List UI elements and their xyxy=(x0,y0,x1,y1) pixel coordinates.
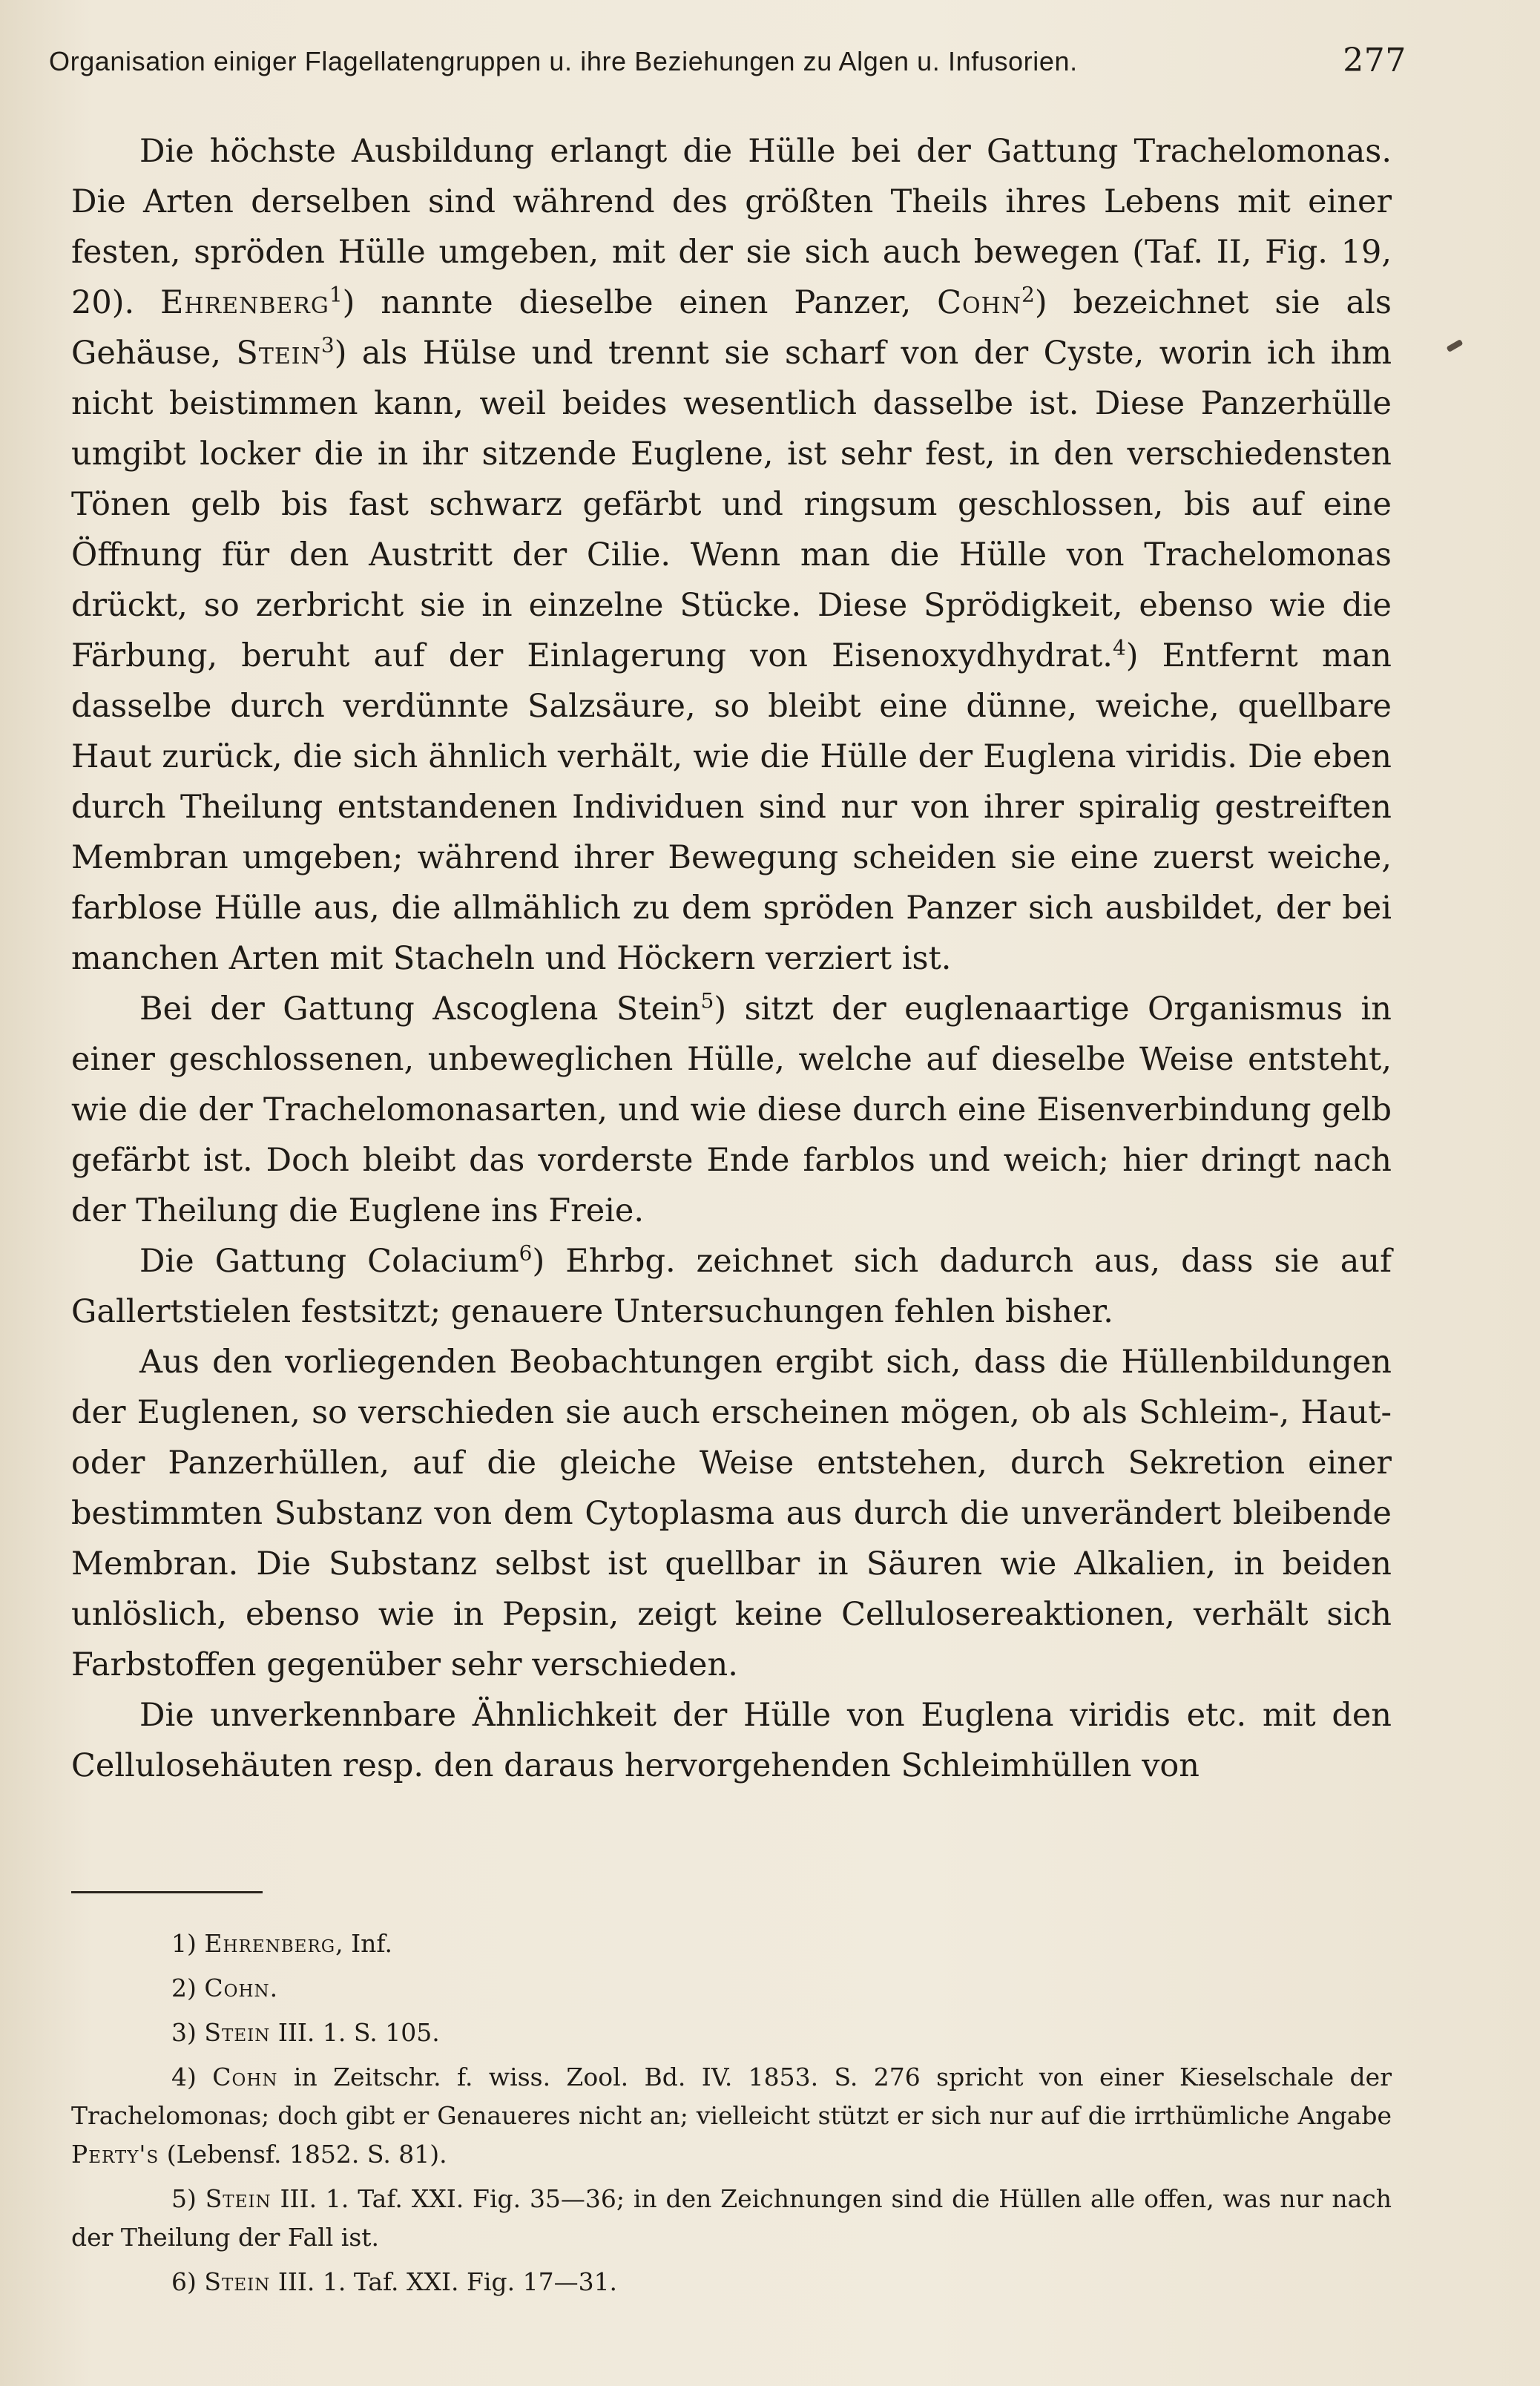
footnote-ref: 3 xyxy=(320,332,335,358)
author-name: Stein xyxy=(204,2018,271,2047)
text-run: Aus den vorliegenden Beobachtungen ergibt sich, dass die Hüllenbildungen der Euglenen, so verschieden sie auch erscheinen mögen, ob als Schleim-, Haut- oder Panzerhüllen, auf die gleiche Weise entstehen, durch Sekretion einer bestimmten Substanz von dem Cytoplasma aus durch die unverändert bleibende Membran. Die Substanz selbst ist quellbar in Säuren wie Alkalien, in beiden unlöslich, ebenso wie in Pepsin, zeigt keine Cellulosereaktionen, verhält sich Farbstoffen gegenüber sehr verschieden. xyxy=(71,1344,1392,1683)
text-run: III. 1. Taf. XXI. Fig. 35—36; in den Zeichnungen sind die Hüllen alle offen, was nur nach der Theilung der Fall ist. xyxy=(71,2184,1392,2252)
text-run: in Zeitschr. f. wiss. Zool. Bd. IV. 1853. S. 276 spricht von einer Kieselschale der Trachelomonas; doch gibt er Genaueres nicht an; vielleicht stützt er sich nur auf die irrthümliche Angabe xyxy=(71,2063,1392,2130)
text-run: Die unverkennbare Ähnlichkeit der Hülle von Euglena viridis etc. mit den Cellulosehäuten resp. den daraus hervorgehenden Schleimhüllen von xyxy=(71,1697,1392,1784)
page-number: 277 xyxy=(1343,42,1406,79)
paragraph xyxy=(71,1236,1392,1337)
main-text xyxy=(71,126,1392,1791)
author-name: Ehrenberg xyxy=(204,1929,336,1958)
footnote-rule xyxy=(71,1891,263,1893)
author-name: Cohn xyxy=(937,284,1022,321)
text-run: Die Gattung Colacium xyxy=(139,1243,519,1280)
footnote-number: 6) xyxy=(171,2267,205,2296)
footnote-ref: 1 xyxy=(329,282,343,307)
paragraph xyxy=(71,1690,1392,1791)
text-run: (Lebensf. 1852. S. 81). xyxy=(159,2140,447,2169)
footnotes xyxy=(71,1925,1392,2307)
text-run: ) bezeichnet sie als Gehäuse, xyxy=(71,284,1392,372)
text-run: Bei der Gattung Ascoglena Stein xyxy=(139,990,701,1028)
pencil-mark xyxy=(1446,339,1463,352)
text-run: ) Ehrbg. zeichnet sich dadurch aus, dass sie auf Gallertstielen festsitzt; genauere Untersuchungen fehlen bisher. xyxy=(71,1243,1392,1330)
footnote xyxy=(71,1925,1392,1963)
footnote-ref: 2 xyxy=(1021,282,1035,307)
footnote-number: 2) xyxy=(171,1973,205,2002)
text-run: , Inf. xyxy=(335,1929,392,1958)
author-name: Perty's xyxy=(71,2140,159,2169)
text-run: Die höchste Ausbildung erlangt die Hülle bei der Gattung Trachelomonas. Die Arten derselben sind während des größten Theils ihres Lebens mit einer festen, spröden Hülle umgeben, mit der sie sich auch bewegen (Taf. II, Fig. 19, 20). xyxy=(71,133,1392,321)
footnote-number: 5) xyxy=(171,2184,205,2213)
author-name: Stein xyxy=(204,2267,271,2296)
author-name: Ehrenberg xyxy=(160,284,329,321)
text-run: ) Entfernt man dasselbe durch verdünnte Salzsäure, so bleibt eine dünne, weiche, quellbare Haut zurück, die sich ähnlich verhält, wie die Hülle der Euglena viridis. Die eben durch Theilung entstandenen Individuen sind nur von ihrer spiralig gestreiften Membran umgeben; während ihrer Bewegung scheiden sie eine zuerst weiche, farblose Hülle aus, die allmählich zu dem spröden Panzer sich ausbildet, der bei manchen Arten mit Stacheln und Höckern verziert ist. xyxy=(71,637,1392,977)
running-title: Organisation einiger Flagellatengruppen u. ihre Beziehungen zu Algen u. Infusorien. xyxy=(49,46,1078,76)
text-run: III. 1. S. 105. xyxy=(270,2018,440,2047)
text-run: ) als Hülse und trennt sie scharf von der Cyste, worin ich ihm nicht beistimmen kann, weil beides wesentlich dasselbe ist. Diese Panzerhülle umgibt locker die in ihr sitzende Euglene, ist sehr fest, in den verschiedensten Tönen gelb bis fast schwarz gefärbt und ringsum geschlossen, bis auf eine Öffnung für den Austritt der Cilie. Wenn man die Hülle von Trachelomonas drückt, so zerbricht sie in einzelne Stücke. Diese Sprödigkeit, ebenso wie die Färbung, beruht auf der Einlagerung von Eisenoxydhydrat. xyxy=(71,335,1392,674)
author-name: Cohn xyxy=(204,1973,270,2002)
footnote-number: 1) xyxy=(171,1929,205,1958)
paragraph xyxy=(71,1337,1392,1690)
footnote-number: 4) xyxy=(171,2063,213,2091)
footnote-ref: 5 xyxy=(700,988,714,1013)
author-name: Stein xyxy=(205,2184,272,2213)
paragraph xyxy=(71,984,1392,1236)
footnote xyxy=(71,2263,1392,2301)
footnote-number: 3) xyxy=(171,2018,205,2047)
footnote-ref: 6 xyxy=(519,1240,533,1266)
author-name: Cohn xyxy=(212,2063,278,2091)
text-run: ) sitzt der euglenaartige Organismus in einer geschlossenen, unbeweglichen Hülle, welche auf dieselbe Weise entsteht, wie die der Trachelomonasarten, und wie diese durch eine Eisenverbindung gelb gefärbt ist. Doch bleibt das vorderste Ende farblos und weich; hier dringt nach der Theilung die Euglene ins Freie. xyxy=(71,990,1392,1229)
footnote-ref: 4 xyxy=(1112,635,1126,660)
text-run: ) nannte dieselbe einen Panzer, xyxy=(342,284,938,321)
footnote xyxy=(71,1969,1392,2008)
footnote xyxy=(71,2180,1392,2257)
paragraph xyxy=(71,126,1392,984)
text-run: III. 1. Taf. XXI. Fig. 17—31. xyxy=(270,2267,618,2296)
running-header xyxy=(49,42,1406,79)
footnote xyxy=(71,2058,1392,2174)
text-run: . xyxy=(269,1973,278,2002)
author-name: Stein xyxy=(236,335,321,372)
footnote xyxy=(71,2014,1392,2052)
